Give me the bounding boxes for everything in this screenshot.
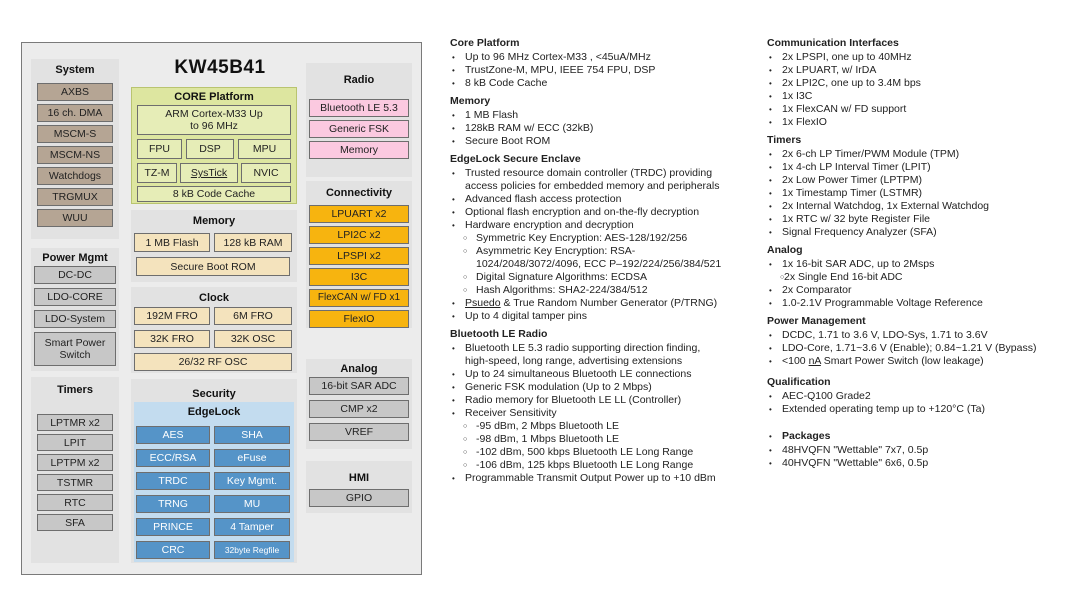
list-item: • 1x FlexCAN w/ FD support bbox=[767, 103, 1077, 116]
comm-list bbox=[767, 51, 1077, 129]
packages-heading bbox=[767, 430, 1077, 443]
analog-heading: Analog bbox=[767, 244, 803, 256]
wuu-block: WUU bbox=[37, 209, 113, 227]
power-mgmt-panel bbox=[31, 248, 119, 371]
fro-32k-block: 32K FRO bbox=[134, 330, 210, 348]
qualification-heading: Qualification bbox=[767, 376, 831, 388]
list-item: • Up to 24 simultaneous Bluetooth LE connections bbox=[450, 368, 760, 381]
lpit-block: LPIT bbox=[37, 434, 113, 451]
leakage-suffix: Smart Power Switch (low leakage) bbox=[820, 355, 984, 367]
flexio-block: FlexIO bbox=[309, 310, 409, 328]
list-item: • TrustZone-M, MPU, IEEE 754 FPU, DSP bbox=[450, 64, 760, 77]
sub-list-item: ○ -98 dBm, 1 Mbps Bluetooth LE bbox=[450, 433, 760, 446]
sub-list-item: ○ -95 dBm, 2 Mbps Bluetooth LE bbox=[450, 420, 760, 433]
list-item: • Optional flash encryption and on-the-fly decryption bbox=[450, 206, 760, 219]
tstmr-block: TSTMR bbox=[37, 474, 113, 491]
osc-32k-block: 32K OSC bbox=[214, 330, 292, 348]
prince-block: PRINCE bbox=[136, 518, 210, 536]
bluetooth-le-block: Bluetooth LE 5.3 bbox=[309, 99, 409, 117]
features-right-column bbox=[767, 37, 1077, 470]
sar-adc-block: 16-bit SAR ADC bbox=[309, 377, 409, 395]
clock-title: Clock bbox=[199, 292, 229, 304]
timers-title: Timers bbox=[57, 384, 93, 396]
lpuart-block: LPUART x2 bbox=[309, 205, 409, 223]
psuedo-word: Psuedo bbox=[465, 297, 501, 309]
list-item: • 1x I3C bbox=[767, 90, 1077, 103]
nvic-block: NVIC bbox=[241, 163, 291, 183]
power-mgmt-title: Power Mgmt bbox=[42, 252, 108, 264]
list-item: • 8 kB Code Cache bbox=[450, 77, 760, 90]
dc-dc-block: DC-DC bbox=[34, 266, 116, 284]
core-platform-list bbox=[450, 51, 760, 90]
list-item: • DCDC, 1.71 to 3.6 V, LDO-Sys, 1.71 to 3.6V bbox=[767, 329, 1077, 342]
lptpm-block: LPTPM x2 bbox=[37, 454, 113, 471]
flexcan-block: FlexCAN w/ FD x1 bbox=[309, 289, 409, 307]
edgelock-heading: EdgeLock Secure Enclave bbox=[450, 153, 581, 165]
list-item: • Receiver Sensitivity bbox=[450, 407, 760, 420]
list-item: • 2x Comparator bbox=[767, 284, 1077, 297]
ldo-system-block: LDO-System bbox=[34, 310, 116, 328]
fro-6m-block: 6M FRO bbox=[214, 307, 292, 325]
list-item: • Bluetooth LE 5.3 radio supporting direction finding, bbox=[450, 342, 760, 355]
list-item: • Up to 96 MHz Cortex-M33 , <45uA/MHz bbox=[450, 51, 760, 64]
edgelock-title: EdgeLock bbox=[187, 406, 241, 418]
mpu-block: MPU bbox=[238, 139, 291, 159]
system-title: System bbox=[55, 64, 95, 76]
power-heading: Power Management bbox=[767, 315, 866, 327]
ecc-rsa-block: ECC/RSA bbox=[136, 449, 210, 467]
core-platform-title: CORE Platform bbox=[174, 91, 254, 103]
hmi-title: HMI bbox=[348, 472, 370, 484]
mu-block: MU bbox=[214, 495, 290, 513]
list-item: • 2x LPSPI, one up to 40MHz bbox=[767, 51, 1077, 64]
list-item bbox=[767, 355, 1077, 368]
core-platform-heading: Core Platform bbox=[450, 37, 520, 49]
comm-heading: Communication Interfaces bbox=[767, 37, 899, 49]
sub-list-item-continuation: 1024/2048/3072/4096, ECC P–192/224/256/384/521 bbox=[476, 258, 722, 270]
power-list bbox=[767, 329, 1077, 368]
list-item: • 1x 4-ch LP Interval Timer (LPIT) bbox=[767, 161, 1077, 174]
list-item: • Generic FSK modulation (Up to 2 Mbps) bbox=[450, 381, 760, 394]
list-item: • 128kB RAM w/ ECC (32kB) bbox=[450, 122, 760, 135]
packages-bullet: • bbox=[769, 432, 772, 441]
list-item: • 1x 16-bit SAR ADC, up to 2Msps bbox=[767, 258, 1077, 271]
list-item: • 2x 6-ch LP Timer/PWM Module (TPM) bbox=[767, 148, 1077, 161]
analog-list bbox=[767, 258, 1077, 310]
ble-heading: Bluetooth LE Radio bbox=[450, 328, 548, 340]
code-cache-block: 8 kB Code Cache bbox=[137, 186, 291, 202]
gpio-block: GPIO bbox=[309, 489, 409, 507]
secure-boot-rom-block: Secure Boot ROM bbox=[136, 257, 290, 276]
analog-title: Analog bbox=[340, 363, 378, 375]
leakage-prefix: <100 bbox=[782, 355, 809, 367]
cortex-m33-block: ARM Cortex-M33 Up to 96 MHz bbox=[137, 105, 291, 135]
watchdogs-block: Watchdogs bbox=[37, 167, 113, 185]
edgelock-list bbox=[450, 167, 760, 323]
memory-panel bbox=[131, 210, 297, 282]
list-item: • 2x Low Power Timer (LPTPM) bbox=[767, 174, 1077, 187]
sub-list-item: ○ Symmetric Key Encryption: AES-128/192/256 bbox=[450, 232, 760, 245]
timers-list bbox=[767, 148, 1077, 239]
dma-block: 16 ch. DMA bbox=[37, 104, 113, 122]
list-item: • 1 MB Flash bbox=[450, 109, 760, 122]
list-item-continuation: access policies for embedded memory and peripherals bbox=[465, 180, 720, 192]
ram-block: 128 kB RAM bbox=[214, 233, 292, 252]
list-item-continuation: high-speed, long range, advertising extensions bbox=[465, 355, 683, 367]
rf-osc-block: 26/32 RF OSC bbox=[134, 353, 292, 371]
radio-memory-block: Memory bbox=[309, 141, 409, 159]
memory-title: Memory bbox=[192, 215, 236, 227]
list-item: • Up to 4 digital tamper pins bbox=[450, 310, 760, 323]
mscm-s-block: MSCM-S bbox=[37, 125, 113, 143]
i3c-block: I3C bbox=[309, 268, 409, 286]
list-item: • Trusted resource domain controller (TRDC) providing bbox=[450, 167, 760, 180]
system-panel bbox=[31, 59, 119, 239]
security-panel bbox=[131, 379, 297, 563]
core-platform-panel bbox=[131, 87, 297, 204]
radio-panel bbox=[306, 63, 412, 177]
crc-block: CRC bbox=[136, 541, 210, 559]
clock-panel bbox=[131, 287, 297, 373]
tamper-block: 4 Tamper bbox=[214, 518, 290, 536]
lpi2c-block: LPI2C x2 bbox=[309, 226, 409, 244]
security-title: Security bbox=[192, 388, 236, 400]
generic-fsk-block: Generic FSK bbox=[309, 120, 409, 138]
radio-title: Radio bbox=[343, 74, 375, 86]
hmi-panel bbox=[306, 461, 412, 513]
sub-list-item: ○ 2x Single End 16-bit ADC bbox=[767, 271, 1077, 284]
efuse-block: eFuse bbox=[214, 449, 290, 467]
edgelock-panel bbox=[134, 402, 294, 562]
sfa-block: SFA bbox=[37, 514, 113, 531]
lptmr-block: LPTMR x2 bbox=[37, 414, 113, 431]
vref-block: VREF bbox=[309, 423, 409, 441]
list-item: • Extended operating temp up to +120°C (Ta) bbox=[767, 403, 1077, 416]
mscm-ns-block: MSCM-NS bbox=[37, 146, 113, 164]
list-item: • Programmable Transmit Output Power up to +10 dBm bbox=[450, 472, 760, 485]
regfile-block: 32byte Regfile bbox=[214, 541, 290, 559]
sub-list-item: ○ Digital Signature Algorithms: ECDSA bbox=[450, 271, 760, 284]
list-item: • Secure Boot ROM bbox=[450, 135, 760, 148]
sub-list-item: ○ Hash Algorithms: SHA2-224/384/512 bbox=[450, 284, 760, 297]
axbs-block: AXBS bbox=[37, 83, 113, 101]
list-item bbox=[450, 297, 760, 310]
list-item: • Radio memory for Bluetooth LE LL (Controller) bbox=[450, 394, 760, 407]
ble-list bbox=[450, 342, 760, 485]
dsp-block: DSP bbox=[186, 139, 234, 159]
sub-list-item: ○ -106 dBm, 125 kbps Bluetooth LE Long Range bbox=[450, 459, 760, 472]
key-mgmt-block: Key Mgmt. bbox=[214, 472, 290, 490]
memory-list bbox=[450, 109, 760, 148]
block-diagram bbox=[21, 42, 422, 575]
qualification-list bbox=[767, 390, 1077, 416]
rtc-block: RTC bbox=[37, 494, 113, 511]
list-item: • 2x Internal Watchdog, 1x External Watchdog bbox=[767, 200, 1077, 213]
connectivity-panel bbox=[306, 181, 412, 328]
list-item: • 48HVQFN "Wettable" 7x7, 0.5p bbox=[767, 444, 1077, 457]
lpspi-block: LPSPI x2 bbox=[309, 247, 409, 265]
systick-label: SysTick bbox=[190, 167, 228, 179]
list-item: • 2x LPI2C, one up to 3.4M bps bbox=[767, 77, 1077, 90]
ldo-core-block: LDO-CORE bbox=[34, 288, 116, 306]
cmp-block: CMP x2 bbox=[309, 400, 409, 418]
features-left-column bbox=[450, 37, 760, 485]
list-item: • Advanced flash access protection bbox=[450, 193, 760, 206]
timers-heading: Timers bbox=[767, 134, 802, 146]
fro-192m-block: 192M FRO bbox=[134, 307, 210, 325]
na-unit: nA bbox=[808, 355, 821, 367]
list-item: • Hardware encryption and decryption bbox=[450, 219, 760, 232]
list-item: • Signal Frequency Analyzer (SFA) bbox=[767, 226, 1077, 239]
list-item: • 1.0-2.1V Programmable Voltage Reference bbox=[767, 297, 1077, 310]
timers-panel bbox=[31, 377, 119, 563]
list-item: • AEC-Q100 Grade2 bbox=[767, 390, 1077, 403]
sub-list-item: ○ -102 dBm, 500 kbps Bluetooth LE Long Range bbox=[450, 446, 760, 459]
list-item: • 1x FlexIO bbox=[767, 116, 1077, 129]
connectivity-title: Connectivity bbox=[325, 187, 392, 199]
list-item: • LDO-Core, 1.71~3.6 V (Enable); 0.84~1.21 V (Bypass) bbox=[767, 342, 1077, 355]
analog-panel bbox=[306, 359, 412, 449]
trng-block: TRNG bbox=[136, 495, 210, 513]
sub-list-item: ○ Asymmetric Key Encryption: RSA- bbox=[450, 245, 760, 258]
chip-title: KW45B41 bbox=[174, 57, 266, 78]
packages-title: Packages bbox=[782, 430, 831, 442]
memory-heading: Memory bbox=[450, 95, 491, 107]
packages-list bbox=[767, 444, 1077, 470]
tz-m-block: TZ-M bbox=[137, 163, 177, 183]
smart-power-switch-block: Smart Power Switch bbox=[34, 332, 116, 366]
sha-block: SHA bbox=[214, 426, 290, 444]
list-item: • 2x LPUART, w/ IrDA bbox=[767, 64, 1077, 77]
trgmux-block: TRGMUX bbox=[37, 188, 113, 206]
aes-block: AES bbox=[136, 426, 210, 444]
list-item: • 1x Timestamp Timer (LSTMR) bbox=[767, 187, 1077, 200]
list-item: • 40HVQFN "Wettable" 6x6, 0.5p bbox=[767, 457, 1077, 470]
fpu-block: FPU bbox=[137, 139, 182, 159]
list-item: • 1x RTC w/ 32 byte Register File bbox=[767, 213, 1077, 226]
trdc-block: TRDC bbox=[136, 472, 210, 490]
flash-block: 1 MB Flash bbox=[134, 233, 210, 252]
systick-block bbox=[180, 163, 238, 183]
trng-text: & True Random Number Generator (P/TRNG) bbox=[500, 297, 718, 309]
